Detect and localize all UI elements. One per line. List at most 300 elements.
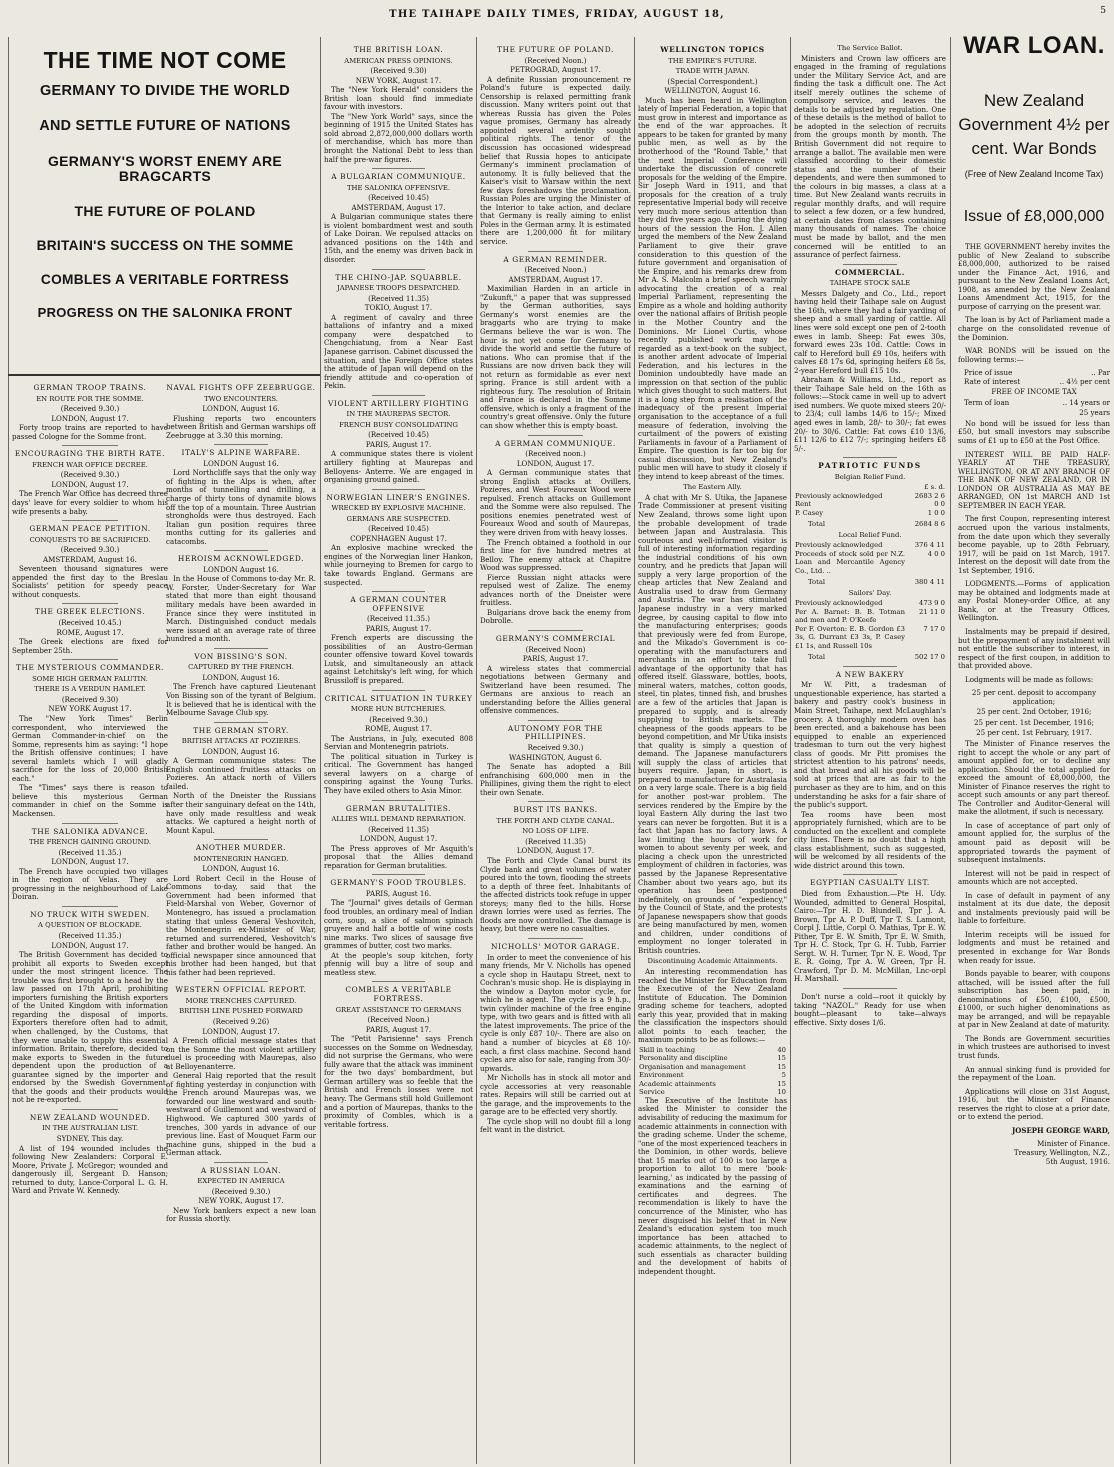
table-row bbox=[638, 1046, 787, 1055]
headline-deck: THE FUTURE OF POLAND bbox=[74, 202, 256, 219]
article-subheading: MORE HUN BUTCHERIES. bbox=[350, 705, 447, 714]
divider bbox=[62, 603, 118, 604]
table-cell: Per F. Overton: E. B. Gordon £3 3s, G. Durrant £3 3s, P. Casey £1 1s, and Russell 10s bbox=[795, 624, 905, 650]
section-heading: The Eastern Ally. bbox=[683, 483, 742, 492]
headline-block bbox=[14, 48, 316, 340]
article-heading: THE FUTURE OF POLAND. bbox=[497, 45, 614, 54]
dateline: ROME, August 17. bbox=[56, 627, 124, 637]
war-loan-advertisement bbox=[958, 32, 1110, 1166]
terms-row bbox=[958, 378, 1110, 387]
table-cell: 40 bbox=[777, 1045, 786, 1054]
funds-table-local bbox=[794, 541, 946, 587]
received-time: (Received 11.35.) bbox=[366, 614, 431, 624]
article-paragraph: Lord Robert Cecil in the House of Commons to-day, said that the Government had been informed that Field-Marshal von Weber, Governor of Montenegro, has issued a proclamation stating that unless General Veshovitch, the Montenegrin ex-Minister of War, returned and surrendered, Veshovitch's father and brother would be hanged. An official newspaper since announced that his brother had been hanged, but that his father had been reprieved. bbox=[166, 873, 316, 977]
terms-value: 25 years bbox=[1079, 408, 1110, 418]
dateline: ROME, August 17. bbox=[365, 724, 432, 734]
dateline: WELLINGTON, August 16. bbox=[664, 86, 761, 96]
table-row bbox=[794, 550, 946, 576]
byline: (Special Correspondent.) bbox=[667, 76, 758, 86]
ad-paragraph: LODGMENTS.—Forms of application may be obtained and lodgments made at any Postal Money-order Office, at any Bank, or at the Treasury Offices, Wellington. bbox=[958, 579, 1110, 623]
table-cell: 15 bbox=[777, 1062, 786, 1071]
article-heading: WELLINGTON TOPICS bbox=[660, 45, 765, 54]
table-row bbox=[638, 1071, 787, 1080]
table-cell: 4 0 0 bbox=[927, 549, 945, 558]
total-value: 502 17 0 bbox=[914, 653, 945, 662]
ad-paragraph: The first Coupon, representing interest accrued upon the various instalments, from the date upon which they severally become payable, up to 28th February, 1917, will be paid on 1st March, 1917. Interest on the deposit will date from the 1st September, 1916. bbox=[958, 514, 1110, 575]
ad-paragraph: An annual sinking fund is provided for the repayment of the Loan. bbox=[958, 1064, 1110, 1083]
article-heading: VON BISSING'S SON. bbox=[194, 651, 288, 661]
received-time: (Received Noon.) bbox=[524, 265, 587, 275]
article-paragraph: Much has been heard in Wellington lately of Imperial Federation, a topic that must grow in interest and importance as the end of the war approaches. It appears to be taken for granted by many public men, as well as by the brotherhood of the "Round Table," that the next Imperial Conference will undertake the discussion of concrete proposals for the welding of the Empire. Sir Joseph Ward in 1911, and that proposals for the creation of a truly representative Imperial body will receive very much more serious attention than they did five years ago. During the dying hours of the session the Hon. J. Allen urged the members of the New Zealand Parliament to give their grave consideration to this question of the future government and organisation of the Empire, and his remarks drew from Mr A. S. Malcolm a brief speech warmly advocating the creation of a real Imperial Parliament, representing the Empire as a whole and holding authority over the national affairs of British people in the Mother Country and the Dominions. Mr Lionel Curtis, whose recently published work may be regarded as a text-book on the subject, is another ardent advocate of Imperial Federation, and his lectures in the Dominion undoubtedly have made an impression on that section of the public which gives thought to such matters. But it is a long step from a realisation of the inadequacy of the present Imperial organisation to the acceptance of a full measure of federation, involving the curtailment of the powers of existing Parliaments in favour of a Parliament of Empire. The question is far too big for casual discussion, but New Zealand's public men will have to study it closely if they intend to keep abreast of the times. bbox=[638, 95, 787, 481]
ad-paragraph: The Bonds are Government securities in which trustees are authorised to invest trust funds. bbox=[958, 1033, 1110, 1061]
divider bbox=[372, 395, 426, 396]
article-paragraph: The "New York Times" Berlin correspondent, who interviewed the German Commander-in-chief on the Somme, represents him as saying: "I hope the British offensive continues; I have several hamlets which I will gladly sacrifice for the loss of 20,000 British each." bbox=[12, 713, 168, 783]
article-paragraph: At the people's soup kitchen, forty pfennig will buy a litre of soup and meatless stew. bbox=[324, 950, 473, 977]
divider bbox=[843, 666, 898, 667]
divider bbox=[62, 906, 118, 907]
article-paragraph: The Greek elections are fixed for September 25th. bbox=[12, 637, 168, 655]
article-paragraph: Messrs Dalgety and Co., Ltd., report having held their Taihape sale on August the 16th, where they had a fair yarding of sheep and a small yarding of cattle. All lines were sold except one pen of 2-tooth ewes in lamb. Sheep: Fat ewes 30s, forward ewes 23s 10d. Cattle: Cows in calf to Hereford bull £9 10s, heifers with calves £8 17s 6d, springing heifers £8 5s, 2-year Hereford bull £15 10s. bbox=[794, 288, 946, 375]
article-paragraph: Lord Northcliffe says that the only way of fighting in the Alps is when, after months of tunnelling and drilling, a charge of thirty tons of dynamite blows off the top of a mountain. Three Austrian strongholds were thus destroyed. Each Italian gun position requires three months cutting for its galleries and catacombs. bbox=[166, 468, 316, 546]
divider bbox=[372, 269, 426, 270]
article-paragraph: Ministers and Crown law officers are engaged in the framing of regulations under the Military Service Act, and are finding the task a difficult one. The Act itself merely outlines the scheme of compulsory service, and leaves the details to be adjusted by regulation. One of these details is the method of ballot to be adopted in the selection of recruits from the groups month by month. The British Government did not require to arrange a ballot. The available men were classified according to their domestic status and the number of their dependents, and were then summoned to the colours in big masses, a class at a time. But New Zealand wants recruits in regular monthly drafts, and will require to select a few dozen, or a few hundred, at certain dates from classes containing many thousands of names. The choice must be made by ballot, and the men concerned will be entitled to an assurance of perfect fairness. bbox=[794, 53, 946, 260]
lodgment-item: 25 per cent. 1st December, 1916; bbox=[973, 717, 1095, 727]
signature-title: Minister of Finance. bbox=[1037, 1139, 1110, 1149]
article-paragraph: The French have occupied two villages in the region of Velas. They are progressing in the neighbourhood of Lake Doiran. bbox=[12, 866, 168, 902]
received-time: (Received 11.35) bbox=[368, 824, 429, 834]
article-heading: COMMERCIAL. bbox=[835, 267, 905, 277]
headline-deck: BRITAIN'S SUCCESS ON THE SOMME bbox=[36, 238, 294, 254]
table-row bbox=[638, 1080, 787, 1089]
article-paragraph: The Press approves of Mr Asquith's proposal that the Allies demand reparation for German brutalities. bbox=[324, 843, 473, 870]
divider bbox=[528, 630, 582, 631]
article-heading: AUTONOMY FOR THE PHILLIPINES. bbox=[507, 723, 604, 742]
ad-paragraph: INTEREST WILL BE PAID HALF-YEARLY AT THE TREASURY, WELLINGTON, OR AT ANY BRANCH OF THE BANK OF NEW ZEALAND, OR IN LONDON OR AUSTRALIA AS MAY BE ARRANGED, ON 1st MARCH AND 1st SEPTEMBER IN EACH YEAR. bbox=[958, 449, 1110, 510]
article-subheading: EN ROUTE FOR THE SOMME. bbox=[36, 394, 144, 403]
dateline: PARIS, August 17. bbox=[522, 654, 589, 664]
article-paragraph: The "New York Herald" considers the British loan should find immediate favour with investors. bbox=[324, 85, 473, 112]
article-paragraph: Mr W. Pitt, a tradesman of unquestionable experience, has started a bakery and pastry cook's business in Main Street, Taihape, next McLaughlan's grocery. A thoroughly modern oven has been erected, and a bakehouse has been equipped to enable an experienced tradesman to turn out the very highest class of goods. Mr Pitt promises the strictest attention to his patrons' needs, and that bread and all his goods will be sold at prices that are as fair to the purchaser as they are to him, and on this understanding he asks for a fair share of the public's support. bbox=[794, 680, 946, 810]
divider bbox=[62, 520, 118, 521]
table-row bbox=[794, 500, 946, 509]
total-label: Total bbox=[808, 578, 826, 587]
article-paragraph: The Austrians, in July, executed 808 Servian and Montenegrin patriots. bbox=[324, 733, 473, 752]
ad-paragraph: WAR BONDS will be issued on the following terms:— bbox=[958, 346, 1110, 364]
masthead bbox=[0, 0, 1114, 30]
dateline: LONDON, August 17. bbox=[51, 857, 129, 867]
funds-table-sailors bbox=[794, 599, 946, 662]
dateline: COPENHAGEN August 17. bbox=[350, 533, 447, 543]
table-cell: Rent bbox=[795, 500, 812, 509]
dateline: WASHINGTON, August 6. bbox=[509, 752, 602, 762]
terms-note: FREE OF INCOME TAX bbox=[991, 387, 1077, 397]
article-paragraph: An explosive machine wrecked the engines of the Norwegian liner Hankon, while journeying to Bremen for cargo to take towards England. Germans are suspected. bbox=[324, 543, 473, 587]
headline-deck: GERMANY'S WORST ENEMY ARE BRAGCARTS bbox=[47, 152, 283, 185]
article-paragraph: The "New York World" says, since the beginning of 1915 the United States has sold abroad 2,872,000,000 dollars worth of merchandise, which has more than brought the National Debt to less than half the pre-war figures. bbox=[324, 111, 473, 164]
article-paragraph: A list of 194 wounded includes the following New Zealanders: Corporal E. Moore, Private J. McGregor; wounded and dangerously ill, Sergeant D. Hanson; returned to duty, Lance-Corporal L. G. H. Ward and Private W. Kennedy. bbox=[12, 1143, 168, 1196]
column-rule bbox=[320, 37, 321, 1464]
dateline: PARIS, August 17. bbox=[365, 623, 432, 633]
table-row bbox=[794, 509, 946, 518]
table-row bbox=[794, 575, 946, 587]
article-subheading: THE FORTH AND CLYDE CANAL. bbox=[496, 816, 615, 825]
dateline: PARIS, August 16. bbox=[365, 888, 432, 898]
table-row bbox=[794, 541, 946, 550]
article-paragraph: The Senate has adopted a Bill enfranchising 600,000 men in the Phillipines, giving them the right to elect their own Senate. bbox=[480, 762, 631, 797]
article-subheading: EXPECTED IN AMERICA bbox=[197, 1177, 285, 1186]
ad-paragraph: Interim receipts will be issued for lodgments and must be retained and presented in exchange for War Bonds when ready for issue. bbox=[958, 929, 1110, 965]
article-paragraph: The French obtained a foothold in our first line for five hundred metres at Belloy. The enemy attack at Chapitre Wood was suppressed. bbox=[480, 537, 631, 573]
received-time: (Received 10.45) bbox=[368, 524, 429, 534]
column-4 bbox=[480, 42, 631, 1464]
dateline: PETROGRAD, August 17. bbox=[510, 65, 601, 75]
article-heading: ANOTHER MURDER. bbox=[195, 843, 287, 853]
total-label: Total bbox=[808, 653, 826, 662]
column-rule bbox=[950, 37, 951, 1464]
lodgment-item: 25 per cent. 2nd October, 1916; bbox=[976, 707, 1092, 717]
table-cell: Per A. Barnet: B. B. Totman and men and P. O'Keefe bbox=[795, 607, 905, 625]
received-time: (Received 9.30.) bbox=[60, 404, 120, 414]
divider bbox=[528, 435, 582, 436]
ad-paragraph: Lodgments will be made as follows: bbox=[965, 674, 1094, 684]
ad-paragraph: Bonds payable to bearer, with coupons attached, will be issued after the full subscription has been paid, in denominations of £50, £100, £500, £1000, or such higher denominations as may be arranged, and will be repayable at par in New Zealand at date of maturity. bbox=[958, 969, 1110, 1030]
divider bbox=[214, 981, 268, 982]
grading-table bbox=[638, 1046, 787, 1097]
table-row bbox=[794, 517, 946, 529]
article-subheading: SOME HIGH GERMAN FALUTIN. bbox=[32, 674, 148, 683]
article-heading: COMBLES A VERITABLE FORTRESS. bbox=[345, 985, 452, 1003]
article-paragraph: A German communique states: The English continued fruitless attacks on Pozieres. An attack north of Villers failed. bbox=[166, 756, 316, 791]
table-cell: Organisation and management bbox=[639, 1062, 746, 1071]
divider bbox=[214, 839, 268, 840]
headline-deck: AND SETTLE FUTURE OF NATIONS bbox=[39, 118, 291, 135]
received-time: (Received 11.35) bbox=[525, 836, 586, 846]
ad-paragraph: In case of acceptance of part only of amount applied for, the surplus of the amount paid as deposit will be appropriated towards the payment of subsequent instalments. bbox=[958, 820, 1110, 865]
received-time: (Received 11.35) bbox=[368, 293, 429, 303]
terms-value: .. 14 years or bbox=[1062, 397, 1110, 407]
ad-paragraph: In case of default in payment of any instalment at its due date, the deposit and instalments previously paid will be liable to forfeiture. bbox=[958, 890, 1110, 926]
article-heading: NEW ZEALAND WOUNDED. bbox=[29, 1112, 151, 1122]
divider bbox=[214, 1162, 268, 1163]
table-cell: Previously acknowledged bbox=[795, 541, 883, 550]
ad-title: WAR LOAN. bbox=[963, 32, 1105, 59]
article-heading: THE MYSTERIOUS COMMANDER. bbox=[15, 663, 165, 673]
funds-table-belgian bbox=[794, 483, 946, 529]
dateline: SYDNEY, This day. bbox=[56, 1134, 124, 1144]
article-paragraph: The Executive of the Institute has asked the Minister to consider the advisability of reducing the maximum for academic attainments in connection with the grading scheme. Under the scheme, "one of the most experienced teachers in the Dominion, in other words, believe that 15 marks out of 100 is too large a proportion to allot to mere 'book-learning,' as indicated by the passing of examinations and the earning of certificates and degrees. The recommendation is likely to have the concurrence of the Minister, who has never disguised his belief that in New Zealand's education system too much importance has been attached to academic attainments, to the neglect of such essentials as character building and the development of habits of independent thought. bbox=[638, 1095, 787, 1276]
table-cell: 2683 2 6 bbox=[914, 491, 945, 500]
table-row bbox=[794, 625, 946, 651]
table-cell: 21 11 0 bbox=[919, 607, 945, 616]
divider bbox=[843, 457, 898, 458]
received-time: (Received 9.30.) bbox=[211, 1186, 271, 1196]
article-subheading: GREAT ASSISTANCE TO GERMANS bbox=[335, 1005, 462, 1014]
signature-name: JOSEPH GEORGE WARD, bbox=[1011, 1125, 1110, 1135]
article-subheading: BRITISH ATTACKS AT POZIERES. bbox=[181, 737, 301, 746]
article-heading: ENCOURAGING THE BIRTH RATE. bbox=[14, 449, 166, 459]
column-rule bbox=[476, 37, 477, 1464]
article-subheading: FRENCH BUSY CONSOLIDATING bbox=[339, 420, 458, 429]
column-3 bbox=[324, 42, 473, 1464]
article-subheading: THE SALONIKA OFFENSIVE. bbox=[346, 183, 451, 192]
dateline: NEW YORK, August 17. bbox=[198, 1196, 284, 1206]
ad-paragraph: Interest will not be paid in respect of amounts which are not accepted. bbox=[958, 868, 1110, 887]
terms-value: .. 4½ per cent bbox=[1059, 376, 1110, 386]
masthead-title: THE TAIHAPE DAILY TIMES, FRIDAY, AUGUST 18, bbox=[389, 9, 725, 20]
divider bbox=[62, 1109, 118, 1110]
signature-date: 5th August, 1916. bbox=[1045, 1156, 1110, 1166]
article-heading: THE GREEK ELECTIONS. bbox=[34, 607, 146, 617]
lodgment-item: 25 per cent. 1st February, 1917. bbox=[976, 728, 1092, 738]
article-subheading: THERE IS A VERDUN HAMLET. bbox=[34, 685, 146, 694]
article-paragraph: New York bankers expect a new loan for Russia shortly. bbox=[166, 1205, 316, 1224]
article-subheading: TAIHAPE STOCK SALE bbox=[829, 279, 911, 288]
terms-key: Price of issue bbox=[964, 368, 1013, 378]
article-subheading: MORE TRENCHES CAPTURED. bbox=[185, 996, 297, 1005]
received-time: (Received 11.35.) bbox=[58, 930, 122, 940]
article-heading: WESTERN OFFICIAL REPORT. bbox=[175, 985, 307, 995]
table-cell: 15 bbox=[777, 1079, 786, 1088]
ad-subtitle: New Zealand Government 4½ per cent. War Bonds bbox=[958, 90, 1110, 158]
article-paragraph: A definite Russian pronouncement re Poland's future is expected daily. Censorship is relaxed permitting frank discussion. Many writers point out that whereas Russia has given the Poles vague promises, Germany has already appointed several ardently sought political rights. The tenor of the discussion has occasioned widespread belief that Russia hopes to anticipate Germany's imminent proclamation of autonomy. It is fully believed that the Kaiser's visit to Warsaw within the next few days foreshadows the proclamation. Russian Poles are urging the Minister of the Interior to take action, and declare that Germany is really aiming to enlist Poles in the German army. It is estimated there are 1,200,000 fit for military service. bbox=[480, 74, 631, 247]
article-paragraph: A German communique states that strong English attacks at Ovillers, Pozieres, and West Foureaux Wood were repulsed. French attacks on Guillemont and the Somme were also repulsed. The positions enemies penetrated west of Foureaux Wood and south of Maurepas, they were driven from with heavy losses. bbox=[480, 468, 631, 537]
article-paragraph: Seventeen thousand signatures were appended the first day to the Breslau Socialists' petition for speedy peace without conquests. bbox=[12, 564, 168, 599]
article-subheading: CAPTURED BY THE FRENCH. bbox=[188, 663, 294, 672]
article-heading: BURST ITS BANKS. bbox=[513, 805, 598, 815]
table-row bbox=[638, 1063, 787, 1072]
terms-list bbox=[958, 369, 1110, 418]
divider bbox=[372, 168, 426, 169]
dateline: LONDON, August 17. bbox=[359, 834, 438, 844]
article-subheading: THE EMPIRE'S FUTURE. bbox=[668, 56, 757, 65]
table-cell: Previously acknowledged bbox=[795, 491, 883, 500]
table-cell: Skill in teaching bbox=[639, 1045, 696, 1054]
received-time: (Received Noon.) bbox=[367, 1015, 430, 1025]
article-paragraph: In the House of Commons to-day Mr. R. W. Forster, Under-Secretary for War stated that more than eight thousand military medals have been awarded in France since they were instituted in March. Distinguished conduct medals were issued at an average rate of three hundred a month. bbox=[166, 574, 316, 644]
dateline: AMSTERDAM, August 16. bbox=[43, 554, 137, 564]
article-heading: NO TRUCK WITH SWEDEN. bbox=[30, 909, 150, 919]
divider bbox=[372, 981, 426, 982]
dateline: PARIS, August 17. bbox=[365, 1024, 432, 1034]
article-subheading: A QUESTION OF BLOCKADE. bbox=[38, 921, 142, 930]
received-time: (Received 10.45.) bbox=[58, 618, 122, 628]
article-paragraph: Tea rooms have been most appropriately furnished, which are to be conducted on the excellent and complete city lines. There is no doubt that a high class establishment, such as suggested, will be welcomed by all residents of the wide district around this town. bbox=[794, 809, 946, 870]
article-paragraph: A regiment of cavalry and three battalions of infantry and a mixed company were despatched to Chengchiatung, from a Near East Japanese garrison. Cabinet discussed the situation, and the Foreign Office states the attitude of Japan will depend on the friendly attitude and co-operation of Pekin. bbox=[324, 312, 473, 391]
table-cell: 5 bbox=[781, 1071, 786, 1080]
article-paragraph: Flushing reports two encounters between British and German warships off Zeebrugge at 3.30 this morning. bbox=[166, 413, 316, 440]
divider bbox=[214, 648, 268, 649]
article-subheading: FRENCH WAR OFFICE DECREE. bbox=[32, 460, 148, 469]
divider bbox=[62, 445, 118, 446]
article-heading: THE CHINO-JAP. SQUABBLE. bbox=[335, 272, 462, 282]
article-heading: GERMANY'S COMMERCIAL bbox=[495, 634, 616, 643]
article-subheading: ALLIES WILL DEMAND REPARATION. bbox=[331, 815, 466, 824]
article-subheading: GERMANS ARE SUSPECTED. bbox=[346, 514, 451, 523]
dateline: LONDON, August 16. bbox=[202, 404, 280, 414]
divider bbox=[843, 874, 898, 875]
headline-deck: COMBLES A VERITABLE FORTRESS bbox=[40, 272, 290, 288]
article-subheading: WRECKED BY EXPLOSIVE MACHINE. bbox=[331, 504, 466, 513]
article-paragraph: Died from Exhaustion.—Pte H. Udy. Wounded, admitted to General Hospital, Cairo:—Tpr H. D. Blundell, Tpr J. A. Brown, Tpr A. P. Duff, Tpr T. S. Lamont, Corpl J. Little, Corpl O. Mathias, Tpr E. W. Pither, Tpr E. W. Smith, Tpr E. W. Smith, Tpr H. C. Stock, Tpr G. H. Tubb, Farrier Sergt. W. H. Turner, Tpr N. E. Wood, Tpr E. R. Going, Tpr A. W. Green, Tpr H. Crawford, Tpr D. M. McMillan, Lnc-orpl H. Marshall. bbox=[794, 888, 946, 984]
dateline: LONDON, August 17. bbox=[51, 413, 129, 423]
section-heading: Discontinuing Academic Attainments. bbox=[647, 957, 778, 966]
article-heading: A RUSSIAN LOAN. bbox=[200, 1165, 282, 1175]
dateline: LONDON, August 16. bbox=[202, 672, 280, 682]
table-row bbox=[794, 650, 946, 662]
column-1 bbox=[12, 380, 168, 1464]
table-cell: Previously acknowledged bbox=[795, 599, 883, 608]
article-heading: A GERMAN REMINDER. bbox=[503, 254, 608, 264]
ad-paragraph: THE GOVERNMENT hereby invites the public of New Zealand to subscribe £8,000,000, authorized to be raised under the Finance Act, 1916, and pursuant to the New Zealand Loans Act, 1908, as amended by the New Zealand Loans Amendment Act, 1915, for the purpose of carrying on the present war. bbox=[958, 242, 1110, 311]
article-paragraph: The "Times" says there is reason to believe this mysterious German commander in chief on the Somme is Mackensen. bbox=[12, 783, 168, 818]
total-value: 380 4 11 bbox=[914, 578, 945, 587]
advertisement-text: Don't nurse a cold—root it quickly by taking "NAZOL." Ready for use when bought—pleasant to take—always effective. Sixty doses 1/6. bbox=[794, 991, 946, 1027]
article-heading: GERMAN TROOP TRAINS. bbox=[33, 383, 147, 392]
total-value: 2684 8 6 bbox=[914, 520, 945, 529]
signature-place: Treasury, Wellington, N.Z., bbox=[1013, 1147, 1110, 1157]
divider bbox=[62, 823, 118, 824]
table-row bbox=[638, 1054, 787, 1063]
dateline: NEW YORK, August 17. bbox=[355, 75, 442, 85]
divider bbox=[843, 988, 898, 989]
dateline: LONDON, August 16. bbox=[202, 746, 280, 756]
received-time: (Received 9.30) bbox=[61, 694, 119, 704]
article-paragraph: Forty troop trains are reported to have passed Cologne for the Somme front. bbox=[12, 423, 168, 441]
headline-deck: PROGRESS ON THE SALONIKA FRONT bbox=[37, 305, 293, 321]
table-cell: Academic attainments bbox=[639, 1079, 716, 1088]
article-heading: A GERMAN COMMUNIQUE. bbox=[495, 438, 616, 448]
article-paragraph: In order to meet the convenience of his many friends, Mr V. Nicholls has opened a cycle shop in Hautapu Street, next to Cochran's music shop. He is displaying in the window a Dayton motor cycle, for which he is agent. The cycle is a 9 h.p., twin cylinder machine of the free engine type, with two gears and is fitted with all the latest improvements. The price of the cycle is only £87 10/-. There are also on hand a number of bicycles at £8 10/- each, a first class machine. Second hand cycles are also for sale, ranging from 30/- upwards. bbox=[480, 952, 631, 1073]
table-cell: 376 4 11 bbox=[914, 541, 945, 550]
dateline: TOKIO, August 17. bbox=[364, 303, 433, 313]
total-label: Total bbox=[808, 520, 826, 529]
article-heading: GERMAN BRUTALITIES. bbox=[345, 803, 452, 813]
dateline: LONDON, August 17. bbox=[516, 846, 595, 856]
table-cell: 7 17 0 bbox=[923, 624, 945, 633]
page-number: 5 bbox=[1100, 6, 1106, 16]
received-time: (Received 10.45) bbox=[368, 430, 429, 440]
article-paragraph: Maximilian Harden in an article in "Zukunft," a paper that was suppressed by the German authorities, says Germany's worst enemies are the braggarts who are trying to make Germans believe the war is won. The hour is not yet come for Germany to divide the world and settle the future of nations. Who can promise that if the Russians are now driven back they will not return as formidable as ever next spring. France is still ardent with a righteous fury. The resolution of Britain and France is declared in the Somme offensive, which is only a fragment of the country's great offensive. Only the future can show whether this is empty boast. bbox=[480, 284, 631, 430]
received-time: (Received 9.26) bbox=[212, 1017, 270, 1026]
article-subheading: IN THE AUSTRALIAN LIST. bbox=[42, 1124, 138, 1133]
article-heading: NICHOLLS' MOTOR GARAGE. bbox=[491, 941, 620, 951]
table-cell: 1 0 0 bbox=[927, 508, 945, 517]
article-subheading: TRADE WITH JAPAN. bbox=[675, 67, 750, 76]
ad-paragraph: Applications will close on 31st August, 1916, but the Minister of Finance reserves the right to close at a prior date, or to extend the period. bbox=[958, 1086, 1110, 1122]
article-paragraph: Abraham & Williams, Ltd., report as their Taihape Sale held on the 16th as follows:—Stock came in well up to advert ised numbers. We quote mixed steers 20/- to 23/4; cull lambs 14/6 to 15/-; Mixed aged ewes in lamb, 28/- to 30/-; fat ewes 20/- to 30/6. Cattle: Fat cows £10 13/6, £11 12/6 to £12 7/-; springing heifers £8 5/-. bbox=[794, 375, 946, 453]
column-rule bbox=[8, 37, 9, 1464]
terms-value: .. Par bbox=[1091, 368, 1110, 378]
divider bbox=[214, 550, 268, 551]
article-heading: VIOLENT ARTILLERY FIGHTING bbox=[328, 398, 469, 408]
article-subheading: NO LOSS OF LIFE. bbox=[522, 827, 589, 836]
terms-row bbox=[958, 399, 1110, 408]
divider bbox=[214, 722, 268, 723]
article-subheading: Local Relief Fund. bbox=[838, 530, 902, 539]
received-time: (Received 10.45) bbox=[368, 193, 429, 203]
article-heading: PATRIOTIC FUNDS bbox=[818, 461, 922, 471]
column-rule bbox=[634, 37, 635, 1464]
article-heading: GERMAN PEACE PETITION. bbox=[29, 524, 151, 534]
divider bbox=[372, 874, 426, 875]
article-paragraph: The French War Office has decreed three days' leave for every soldier to whom his wife presents a baby. bbox=[12, 489, 168, 516]
article-heading: EGYPTIAN CASUALTY LIST. bbox=[810, 878, 930, 888]
column-header: £ s. d. bbox=[924, 483, 945, 492]
article-heading: THE BRITISH LOAN. bbox=[353, 45, 444, 54]
dateline: LONDON August 16. bbox=[203, 458, 279, 468]
divider bbox=[528, 801, 582, 802]
received-time: Received 9.30.) bbox=[527, 743, 584, 753]
table-cell: 473 9 0 bbox=[919, 599, 945, 608]
column-rule bbox=[790, 37, 791, 1464]
table-cell: Proceeds of stock sold per N.Z. Loan and Mercantile Agency Co., Ltd. .. bbox=[795, 549, 905, 575]
article-subheading: BRITISH LINE PUSHED FORWARD bbox=[179, 1007, 303, 1016]
ad-paragraph: The Minister of Finance reserves the right to accept the whole or any part of amount applied for, or to decline any application. Should the total applied for exceed the amount of £8,000,000, the Minister of Finance reserves the right to accept such amounts or any part thereof. The Controller and Auditor-General will make the allotment, if such is necessary. bbox=[958, 738, 1110, 817]
article-paragraph: French experts are discussing the possibilities of an Austro-German counter offensive toward Kovel towards Lutsk, and simultaneously an attack against Letchitsky's left wing, for which Brussiloff is prepared. bbox=[324, 633, 473, 685]
received-time: (Received noon.) bbox=[525, 449, 586, 459]
article-paragraph: The "Petit Parisienne" says French successes on the Somme on Wednesday, did not surprise the Germans, who were fully aware that the attack was imminent for the two days' bombardment, but German artillery was so feeble that the British and French losses were not heavy. The Germans still hold Guillemont and a portion of Maurepas, thanks to the proximity of Combles, which is a veritable fortress. bbox=[324, 1034, 473, 1129]
divider bbox=[528, 251, 582, 252]
article-paragraph: A wireless states that commercial negotiations between Germany and Switzerland have been resumed. The Germans are anxious to reach an understanding before the Allies general offensive commences. bbox=[480, 663, 631, 716]
article-paragraph: The British Government has decided to prohibit all exports to Sweden except under the most stringent licence. The trouble was first brought to a head by the law passed on 17th April, prohibiting importers furnishing the British exporters of the United Kingdom with information regarding the disposal of imports. Exporters therefore often had to admit, when challenged, by the Customs, that they were unable to supply this essential information. Britain, therefore, decided to make exports to Sweden in the future dependent upon the production of a guarantee signed by the importer and endorsed by the Swedish Government, that the goods and their products would not be re-exported. bbox=[12, 950, 168, 1105]
table-cell: 15 bbox=[777, 1054, 786, 1063]
article-heading: NAVAL FIGHTS OFF ZEEBRUGGE. bbox=[166, 383, 316, 392]
ad-paragraph: Instalments may be prepaid if desired, but the prepayment of any instalment will not entitle the subscriber to interest, in respect of the first coupon, in addition to that provided above. bbox=[958, 626, 1110, 671]
dateline: LONDON, August 16. bbox=[202, 864, 280, 874]
table-cell: Service bbox=[639, 1088, 665, 1097]
article-heading: THE GERMAN STORY. bbox=[193, 725, 289, 735]
lodgment-item: 25 per cent. deposit to accompany application; bbox=[971, 688, 1097, 706]
article-paragraph: The "Journal" gives details of German food troubles, an ordinary meal of Indian corn, soup, a slice of salmon spinach gruyere and half a bottle of wine costs nine marks. Two slices of sausage five grammes of butter, cost two marks. bbox=[324, 898, 473, 951]
article-paragraph: The political situation in Turkey is critical. The Government has hanged several lawyers on a charge of conspiring against the Young Turks. They have exiled others to Asia Minor. bbox=[324, 751, 473, 796]
article-paragraph: The cycle shop will no doubt fill a long felt want in the district. bbox=[480, 1116, 631, 1135]
article-heading: NORWEGIAN LINER'S ENGINES. bbox=[326, 492, 471, 502]
main-headline: THE TIME NOT COME bbox=[43, 47, 287, 73]
article-subheading: MONTENEGRIN HANGED. bbox=[193, 854, 289, 863]
table-row bbox=[794, 599, 946, 608]
dateline: LONDON, August 17. bbox=[516, 458, 595, 468]
table-cell: Personality and discipline bbox=[639, 1054, 728, 1063]
article-heading: CRITICAL SITUATION IN TURKEY bbox=[324, 693, 473, 703]
article-paragraph: General Haig reported that the result of fighting yesterday in conjunction with the French around Maurepas was, we forwarded our line westward and south-westward of Guillemont and westward of Highwood. We captured 300 yards of trenches, 300 yards in advance of our previous line. East of Mouquet Farm our machine guns, shipped in the bud a German attack. bbox=[166, 1071, 316, 1158]
article-heading: A GERMAN COUNTER OFFENSIVE bbox=[350, 595, 447, 613]
article-paragraph: A French official message states that on the Somme the most violent artillery duel is proceeding with Maurepas, also at Belloyenanterre. bbox=[166, 1036, 316, 1071]
ad-paragraph: The loan is by Act of Parliament made a charge on the consolidated revenue of the Dominion. bbox=[958, 315, 1110, 342]
received-time: (Received 9.30.) bbox=[60, 545, 120, 555]
article-subheading: CONQUESTS TO BE SACRIFICED. bbox=[29, 535, 151, 544]
article-heading: THE SALONIKA ADVANCE. bbox=[31, 826, 149, 836]
dateline: AMSTERDAM, August 17. bbox=[351, 202, 446, 212]
divider bbox=[372, 591, 426, 592]
table-cell: P. Casey bbox=[795, 508, 824, 517]
table-row bbox=[794, 483, 946, 492]
divider bbox=[214, 444, 268, 445]
received-time: (Received Noon) bbox=[525, 644, 586, 654]
article-paragraph: A chat with Mr S. Utika, the Japanese Trade Commissioner at present visiting New Zealand, throws some light upon the probable development of trade between Japan and Australasia. This courteous and well-informed visitor is full of interesting information regarding the industrial conditions of his own country, and he predicts that Japan will supply a very large proportion of the cheap articles that New Zealand and Australia used to draw from Germany and Austria. The war has stimulated Japanese industry in a very marked degree, by causing capital to flow into the manufacturing enterprises; goods that previously were fed from Europe, and the Mikado's Government is co-operating with the manufacturers and merchants in an effort to take full advantage of the opportunity that has offered itself. Glassware, bottles, boots, mineral waters, matches, cotton goods, steel, tin plates, tinned fish, and brushes are a few of the articles that Japan is prepared to supply, and is already supplying to British markets. The cheapness of the goods appears to be beyond competition, and Mr Utika insists that quality is simply a question of demand. The Japanese manufacturers will supply the class of articles that buyers require. Japan, in short, is prepared to manufacture for Australasia on a very large scale. There is a big field for another post-war problem. The services rendered by the Empire by the loyal Eastern Ally during the last two years can never be forgotten. But it is a fact that Japan has no factory laws. A law limiting the hours of work for women to about seventy per week, and placing a check upon the unrestricted employment of children in factories, was passed by the Japanese Representative Chamber about two years ago, but its operation has been postponed indefinitely, on grounds of "expediency," by the Council of State, and the protests of Japanese newspapers show that goods are being manufactured by men, women and children, under conditions of employment no longer tolerated in British countries. bbox=[638, 492, 787, 955]
article-heading: HEROISM ACKNOWLEDGED. bbox=[177, 554, 305, 564]
ad-tax-note: (Free of New Zealand Income Tax) bbox=[964, 168, 1104, 179]
article-paragraph: Bulgarians drove back the enemy from Dobrolle. bbox=[480, 607, 631, 626]
divider bbox=[372, 489, 426, 490]
article-subheading: Sailors' Day. bbox=[848, 588, 892, 597]
section-heading: The Service Ballot. bbox=[837, 44, 903, 52]
article-paragraph: The French have captured Lieutenant Von Bissing son of the tyrant of Belgium. It is believed that he is identical with the Melbourne Savage Club spy. bbox=[166, 682, 316, 718]
article-paragraph: Fierce Russian night attacks were repulsed west of Zalize. The enemy advances north of the Dneister were fruitless. bbox=[480, 572, 631, 608]
divider bbox=[843, 264, 898, 265]
table-row bbox=[794, 492, 946, 501]
article-subheading: THE FRENCH GAINING GROUND. bbox=[29, 838, 151, 847]
table-cell: Environment bbox=[639, 1071, 684, 1080]
